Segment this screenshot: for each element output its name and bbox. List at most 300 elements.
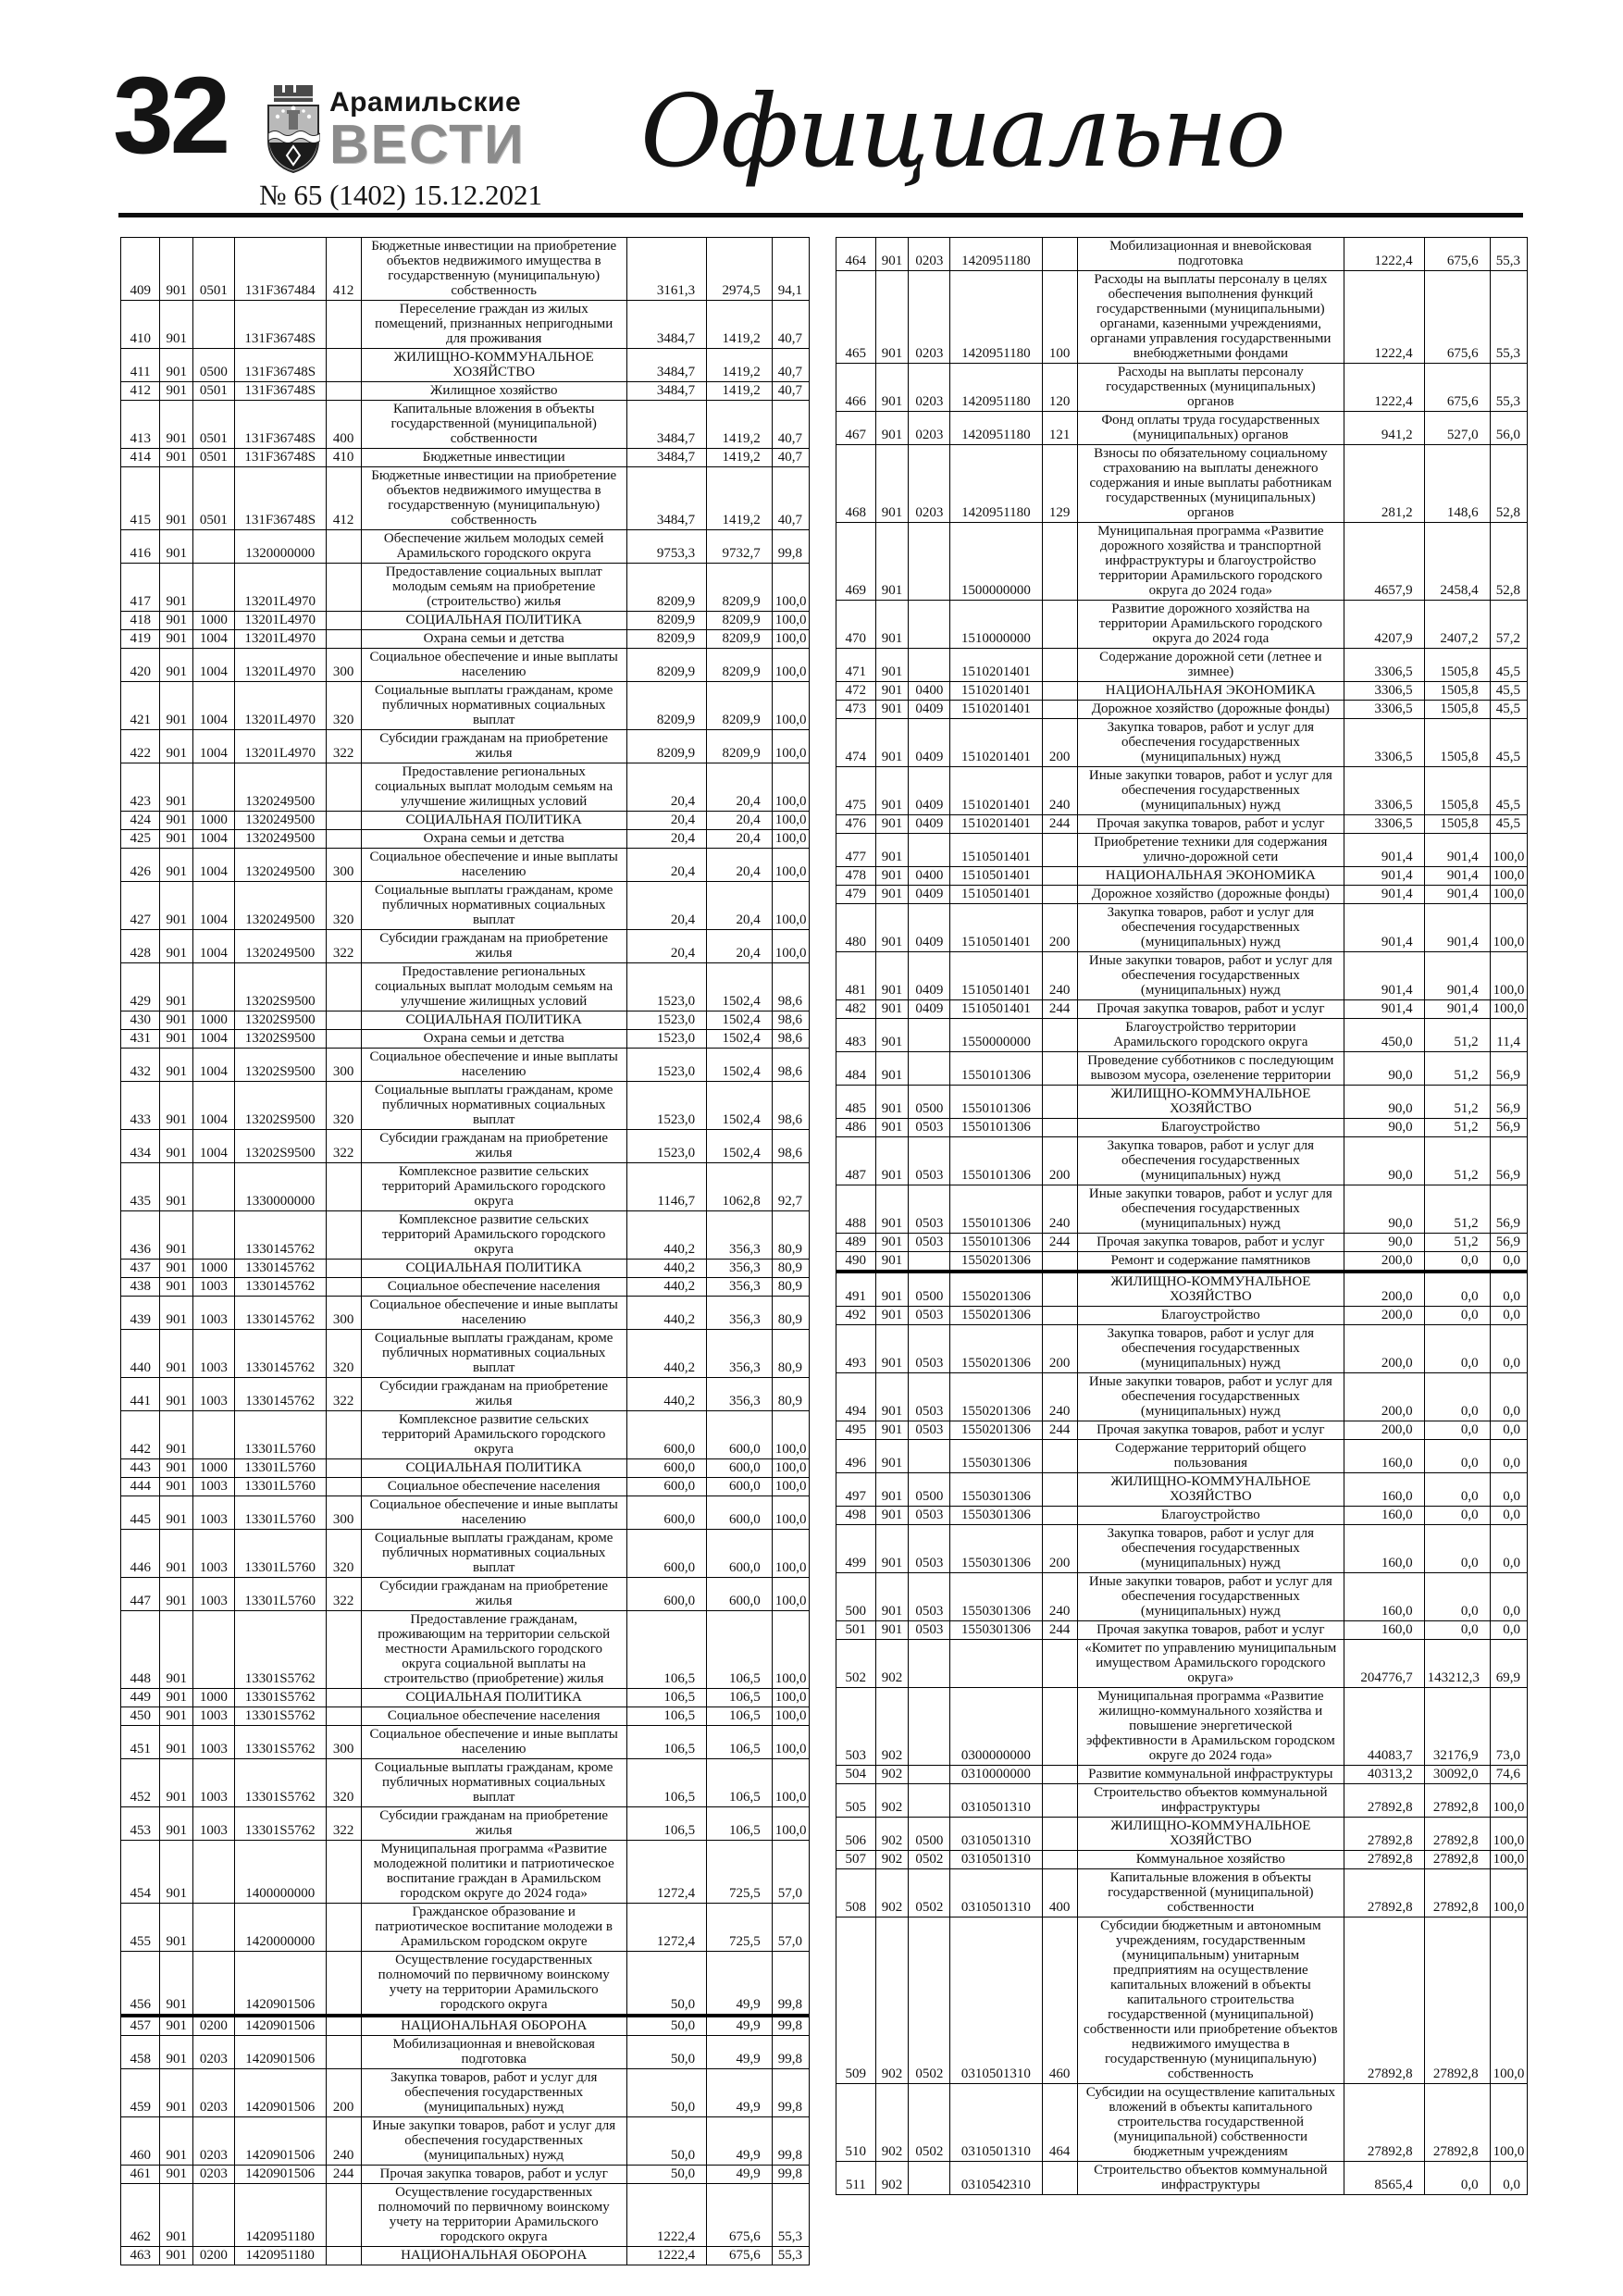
cell-grbs_code: 901 [160,1689,193,1707]
cell-plan: 90,0 [1344,1119,1425,1137]
cell-fact: 143212,3 [1424,1640,1490,1688]
cell-row_num: 464 [836,238,876,271]
cell-section_code [909,834,950,867]
cell-percent: 98,6 [772,1030,809,1049]
cell-percent: 99,8 [772,2016,809,2036]
cell-target_article: 1550101306 [950,1052,1042,1086]
cell-grbs_code: 901 [875,1119,909,1137]
cell-section_code [909,1784,950,1818]
cell-target_article: 1400000000 [234,1841,326,1904]
table-row [121,2247,810,2265]
cell-plan: 941,2 [1344,412,1425,445]
cell-grbs_code: 901 [160,882,193,930]
cell-grbs_code: 901 [160,1807,193,1841]
table-row [836,1688,1528,1766]
table-row [121,963,810,1011]
cell-name: Приобретение техники для содержания улично-дорожной сети [1077,834,1344,867]
cell-plan: 3484,7 [626,349,706,382]
table-row [121,1496,810,1530]
cell-target_article: 1420951180 [950,445,1042,523]
cell-name: Прочая закупка товаров, работ и услуг [1077,1000,1344,1019]
cell-row_num: 486 [836,1119,876,1137]
cell-expense_type: 300 [326,1726,361,1759]
cell-target_article: 131F367484 [234,238,326,301]
cell-expense_type: 100 [1042,271,1077,364]
cell-grbs_code: 902 [875,1917,909,2084]
cell-row_num: 487 [836,1137,876,1185]
table-row [121,612,810,630]
cell-plan: 200,0 [1344,1325,1425,1373]
cell-fact: 356,3 [707,1330,773,1378]
cell-percent: 100,0 [1490,1851,1527,1869]
cell-expense_type: 400 [1042,1869,1077,1917]
cell-fact: 1502,4 [707,1049,773,1082]
cell-target_article: 13202S9500 [234,1011,326,1030]
cell-row_num: 495 [836,1421,876,1440]
cell-grbs_code: 902 [875,1869,909,1917]
cell-expense_type: 464 [1042,2084,1077,2162]
cell-target_article: 131F36748S [234,301,326,349]
cell-expense_type: 121 [1042,412,1077,445]
cell-row_num: 471 [836,649,876,682]
table-row [121,1011,810,1030]
cell-name: Иные закупки товаров, работ и услуг для обеспечения государственных (муниципальных) нужд [361,2117,626,2166]
cell-percent: 56,9 [1490,1086,1527,1119]
cell-grbs_code: 901 [160,1478,193,1496]
cell-section_code: 0203 [909,238,950,271]
cell-plan: 90,0 [1344,1185,1425,1234]
cell-name: СОЦИАЛЬНАЯ ПОЛИТИКА [361,1459,626,1478]
cell-percent: 100,0 [772,1411,809,1459]
table-row [121,2117,810,2166]
cell-name: Прочая закупка товаров, работ и услуг [1077,1621,1344,1640]
cell-grbs_code: 901 [160,1496,193,1530]
cell-plan: 20,4 [626,849,706,882]
cell-percent: 100,0 [772,1611,809,1689]
cell-fact: 0,0 [1424,1440,1490,1473]
cell-section_code: 0502 [909,1917,950,2084]
cell-fact: 675,6 [1424,238,1490,271]
cell-plan: 3484,7 [626,382,706,401]
cell-plan: 440,2 [626,1260,706,1278]
cell-fact: 8209,9 [707,612,773,630]
cell-row_num: 467 [836,412,876,445]
cell-plan: 50,0 [626,2069,706,2117]
cell-expense_type [1042,867,1077,886]
cell-section_code: 1004 [193,1082,235,1130]
table-row [836,1573,1528,1621]
cell-grbs_code: 901 [160,630,193,649]
cell-row_num: 470 [836,601,876,649]
cell-section_code: 0503 [909,1307,950,1325]
cell-grbs_code: 901 [875,445,909,523]
cell-expense_type [326,1278,361,1297]
cell-target_article: 1510201401 [950,649,1042,682]
table-row [121,630,810,649]
cell-row_num: 436 [121,1211,160,1260]
cell-name: Иные закупки товаров, работ и услуг для обеспечения государственных (муниципальных) нужд [1077,767,1344,815]
table-row [836,1019,1528,1052]
cell-percent: 98,6 [772,1049,809,1082]
cell-grbs_code: 901 [875,1473,909,1507]
cell-plan: 204776,7 [1344,1640,1425,1688]
cell-name: Закупка товаров, работ и услуг для обеспечения государственных (муниципальных) нужд [1077,719,1344,767]
cell-target_article: 1420901506 [234,2166,326,2184]
budget-table-columns [120,237,1528,2265]
table-row [121,2036,810,2069]
aramil-coat-of-arms-icon [266,85,320,174]
cell-expense_type: 244 [326,2166,361,2184]
cell-grbs_code: 901 [160,1163,193,1211]
cell-grbs_code: 901 [875,1421,909,1440]
cell-fact: 51,2 [1424,1119,1490,1137]
cell-target_article: 1320000000 [234,530,326,564]
cell-row_num: 455 [121,1904,160,1952]
cell-target_article: 1550101306 [950,1185,1042,1234]
cell-row_num: 498 [836,1507,876,1525]
cell-row_num: 491 [836,1272,876,1307]
cell-expense_type [326,830,361,849]
cell-grbs_code: 901 [875,682,909,701]
cell-target_article: 1550101306 [950,1086,1042,1119]
cell-section_code: 0409 [909,952,950,1000]
table-row [121,2016,810,2036]
table-row [121,682,810,730]
cell-plan: 1523,0 [626,1011,706,1030]
table-row [121,1030,810,1049]
table-row [121,1578,810,1611]
cell-expense_type [1042,601,1077,649]
cell-target_article: 131F36748S [234,382,326,401]
cell-plan: 4657,9 [1344,523,1425,601]
cell-target_article: 0310501310 [950,1851,1042,1869]
cell-section_code [193,1952,235,2017]
cell-plan: 50,0 [626,2117,706,2166]
cell-target_article: 0310501310 [950,2084,1042,2162]
cell-section_code: 0203 [193,2036,235,2069]
cell-name: Социальные выплаты гражданам, кроме публичных нормативных социальных выплат [361,1759,626,1807]
cell-section_code [193,1611,235,1689]
table-row [836,886,1528,904]
cell-grbs_code: 901 [875,1325,909,1373]
cell-plan: 8209,9 [626,564,706,612]
cell-percent: 40,7 [772,467,809,530]
cell-fact: 1505,8 [1424,719,1490,767]
cell-name: Переселение граждан из жилых помещений, признанных непригодными для проживания [361,301,626,349]
cell-expense_type [1042,1851,1077,1869]
cell-fact: 1419,2 [707,382,773,401]
cell-grbs_code: 901 [160,1530,193,1578]
cell-section_code: 1000 [193,1689,235,1707]
cell-name: СОЦИАЛЬНАЯ ПОЛИТИКА [361,612,626,630]
cell-grbs_code: 901 [875,952,909,1000]
table-row [836,815,1528,834]
table-row [121,2166,810,2184]
cell-name: Капитальные вложения в объекты государственной (муниципальной) собственности [1077,1869,1344,1917]
cell-section_code: 1000 [193,1260,235,1278]
cell-fact: 0,0 [1424,1421,1490,1440]
cell-target_article: 1320249500 [234,812,326,830]
cell-grbs_code: 901 [160,1260,193,1278]
cell-percent: 100,0 [1490,1818,1527,1851]
cell-name: НАЦИОНАЛЬНАЯ ЭКОНОМИКА [1077,867,1344,886]
cell-row_num: 488 [836,1185,876,1234]
cell-expense_type: 322 [326,730,361,763]
cell-grbs_code: 901 [875,1019,909,1052]
cell-grbs_code: 901 [160,238,193,301]
cell-fact: 901,4 [1424,867,1490,886]
cell-grbs_code: 901 [875,1234,909,1252]
cell-section_code [193,763,235,812]
cell-fact: 527,0 [1424,412,1490,445]
cell-row_num: 420 [121,649,160,682]
cell-grbs_code: 901 [160,530,193,564]
cell-target_article: 1420951180 [950,412,1042,445]
cell-fact: 32176,9 [1424,1688,1490,1766]
cell-name: Закупка товаров, работ и услуг для обеспечения государственных (муниципальных) нужд [1077,904,1344,952]
cell-grbs_code: 901 [160,2166,193,2184]
cell-fact: 600,0 [707,1411,773,1459]
cell-plan: 901,4 [1344,952,1425,1000]
cell-section_code: 1003 [193,1297,235,1330]
cell-fact: 901,4 [1424,886,1490,904]
table-row [836,412,1528,445]
cell-expense_type: 322 [326,1378,361,1411]
cell-grbs_code: 901 [875,649,909,682]
cell-name: Социальные выплаты гражданам, кроме публичных нормативных социальных выплат [361,882,626,930]
cell-plan: 27892,8 [1344,1917,1425,2084]
table-row [836,1307,1528,1325]
cell-percent: 100,0 [772,682,809,730]
cell-target_article: 13202S9500 [234,1130,326,1163]
cell-name: Проведение субботников с последующим вывозом мусора, озеленение территории [1077,1052,1344,1086]
cell-grbs_code: 901 [160,1611,193,1689]
cell-grbs_code: 902 [875,1766,909,1784]
cell-section_code: 0503 [909,1621,950,1640]
cell-name: Субсидии гражданам на приобретение жилья [361,1130,626,1163]
cell-target_article: 1330145762 [234,1330,326,1378]
cell-row_num: 443 [121,1459,160,1478]
cell-section_code [193,1163,235,1211]
cell-fact: 106,5 [707,1689,773,1707]
cell-plan: 901,4 [1344,1000,1425,1019]
cell-target_article: 1500000000 [950,523,1042,601]
cell-section_code: 0500 [909,1473,950,1507]
cell-percent: 40,7 [772,401,809,449]
cell-expense_type [326,1841,361,1904]
cell-fact: 27892,8 [1424,1784,1490,1818]
cell-plan: 90,0 [1344,1052,1425,1086]
cell-target_article: 1550301306 [950,1621,1042,1640]
cell-plan: 8209,9 [626,730,706,763]
table-row [121,1841,810,1904]
cell-expense_type [326,763,361,812]
cell-section_code: 0501 [193,238,235,301]
cell-row_num: 503 [836,1688,876,1766]
cell-name: Жилищное хозяйство [361,382,626,401]
cell-expense_type [1042,1307,1077,1325]
cell-section_code: 1004 [193,649,235,682]
cell-section_code: 1004 [193,630,235,649]
cell-expense_type: 120 [1042,364,1077,412]
cell-percent: 100,0 [772,1726,809,1759]
cell-row_num: 469 [836,523,876,601]
cell-target_article: 131F36748S [234,467,326,530]
cell-percent: 55,3 [1490,271,1527,364]
cell-plan: 440,2 [626,1330,706,1378]
cell-grbs_code: 901 [160,2184,193,2247]
cell-section_code: 0502 [909,1851,950,1869]
cell-name: Содержание территорий общего пользования [1077,1440,1344,1473]
cell-plan: 27892,8 [1344,1818,1425,1851]
cell-plan: 1523,0 [626,1049,706,1082]
cell-target_article: 1320249500 [234,763,326,812]
cell-plan: 1222,4 [1344,364,1425,412]
cell-section_code: 0503 [909,1507,950,1525]
cell-name: Социальное обеспечение населения [361,1707,626,1726]
cell-fact: 1505,8 [1424,815,1490,834]
cell-plan: 20,4 [626,830,706,849]
cell-section_code: 0409 [909,886,950,904]
cell-section_code: 0409 [909,767,950,815]
cell-plan: 3306,5 [1344,649,1425,682]
cell-percent: 100,0 [772,849,809,882]
cell-plan: 50,0 [626,2166,706,2184]
table-row [121,649,810,682]
cell-fact: 49,9 [707,2069,773,2117]
table-row [836,1869,1528,1917]
cell-expense_type: 410 [326,449,361,467]
cell-fact: 600,0 [707,1530,773,1578]
cell-grbs_code: 901 [875,1000,909,1019]
cell-target_article: 0300000000 [950,1688,1042,1766]
cell-section_code [909,1688,950,1766]
cell-percent: 45,5 [1490,649,1527,682]
cell-row_num: 421 [121,682,160,730]
cell-percent: 80,9 [772,1211,809,1260]
cell-target_article: 1550301306 [950,1473,1042,1507]
cell-expense_type [326,812,361,830]
cell-section_code: 0203 [909,445,950,523]
cell-target_article: 1330145762 [234,1297,326,1330]
section-title: Официально [640,74,1284,190]
cell-plan: 3306,5 [1344,815,1425,834]
cell-plan: 20,4 [626,812,706,830]
cell-target_article: 1420901506 [234,1952,326,2017]
cell-percent: 52,8 [1490,445,1527,523]
cell-grbs_code: 901 [875,271,909,364]
cell-grbs_code: 901 [875,523,909,601]
cell-target_article: 1510501401 [950,904,1042,952]
cell-grbs_code: 902 [875,1851,909,1869]
cell-expense_type: 460 [1042,1917,1077,2084]
table-row [121,1049,810,1082]
cell-grbs_code: 901 [160,301,193,349]
cell-row_num: 494 [836,1373,876,1421]
cell-fact: 106,5 [707,1807,773,1841]
cell-percent: 100,0 [772,630,809,649]
cell-name: Благоустройство [1077,1507,1344,1525]
cell-percent: 55,3 [1490,238,1527,271]
table-row [836,952,1528,1000]
cell-name: Благоустройство [1077,1119,1344,1137]
budget-table-left-body [121,238,810,2265]
cell-percent: 98,6 [772,1082,809,1130]
cell-plan: 901,4 [1344,904,1425,952]
cell-name: Предоставление региональных социальных выплат молодым семьям на улучшение жилищных условий [361,763,626,812]
cell-plan: 200,0 [1344,1252,1425,1272]
cell-plan: 8209,9 [626,682,706,730]
cell-target_article: 13301L5760 [234,1578,326,1611]
cell-fact: 901,4 [1424,952,1490,1000]
cell-target_article: 1320249500 [234,882,326,930]
header-divider-rule [118,213,1523,217]
newspaper-wordmark [329,87,533,175]
cell-target_article: 1330145762 [234,1278,326,1297]
cell-section_code: 1004 [193,1130,235,1163]
table-row [836,719,1528,767]
cell-grbs_code: 901 [875,867,909,886]
cell-row_num: 428 [121,930,160,963]
cell-row_num: 509 [836,1917,876,2084]
cell-target_article: 13301L5760 [234,1459,326,1478]
cell-name: Закупка товаров, работ и услуг для обеспечения государственных (муниципальных) нужд [1077,1525,1344,1573]
cell-expense_type [1042,1019,1077,1052]
cell-section_code: 0409 [909,815,950,834]
cell-section_code [909,601,950,649]
cell-name: Закупка товаров, работ и услуг для обеспечения государственных (муниципальных) нужд [361,2069,626,2117]
cell-fact: 1505,8 [1424,701,1490,719]
cell-row_num: 497 [836,1473,876,1507]
cell-fact: 1062,8 [707,1163,773,1211]
table-row [836,904,1528,952]
cell-plan: 200,0 [1344,1373,1425,1421]
cell-section_code: 0502 [909,1869,950,1917]
cell-section_code: 0501 [193,449,235,467]
cell-section_code: 0203 [193,2166,235,2184]
cell-row_num: 419 [121,630,160,649]
cell-row_num: 473 [836,701,876,719]
cell-expense_type [1042,1818,1077,1851]
cell-name: Иные закупки товаров, работ и услуг для обеспечения государственных (муниципальных) нужд [1077,1373,1344,1421]
cell-grbs_code: 901 [875,601,909,649]
cell-fact: 0,0 [1424,1272,1490,1307]
cell-plan: 27892,8 [1344,1784,1425,1818]
cell-fact: 27892,8 [1424,2084,1490,2162]
cell-grbs_code: 901 [160,930,193,963]
budget-table-left [120,237,810,2265]
cell-name: Социальные выплаты гражданам, кроме публичных нормативных социальных выплат [361,1530,626,1578]
table-row [121,730,810,763]
cell-section_code: 0503 [909,1421,950,1440]
cell-fact: 1419,2 [707,467,773,530]
cell-row_num: 510 [836,2084,876,2162]
cell-fact: 1505,8 [1424,682,1490,701]
cell-grbs_code: 901 [875,412,909,445]
cell-name: Взносы по обязательному социальному страхованию на выплаты денежного содержания и иные выплаты работникам государственных (муниципальных) органов [1077,445,1344,523]
cell-fact: 20,4 [707,812,773,830]
cell-name: Развитие коммунальной инфраструктуры [1077,1766,1344,1784]
cell-expense_type [1042,1086,1077,1119]
cell-section_code: 1003 [193,1759,235,1807]
cell-expense_type [1042,886,1077,904]
cell-expense_type [326,564,361,612]
cell-plan: 50,0 [626,1952,706,2017]
cell-percent: 99,8 [772,2117,809,2166]
cell-percent: 55,3 [1490,364,1527,412]
cell-plan: 20,4 [626,763,706,812]
cell-name: Прочая закупка товаров, работ и услуг [1077,1234,1344,1252]
